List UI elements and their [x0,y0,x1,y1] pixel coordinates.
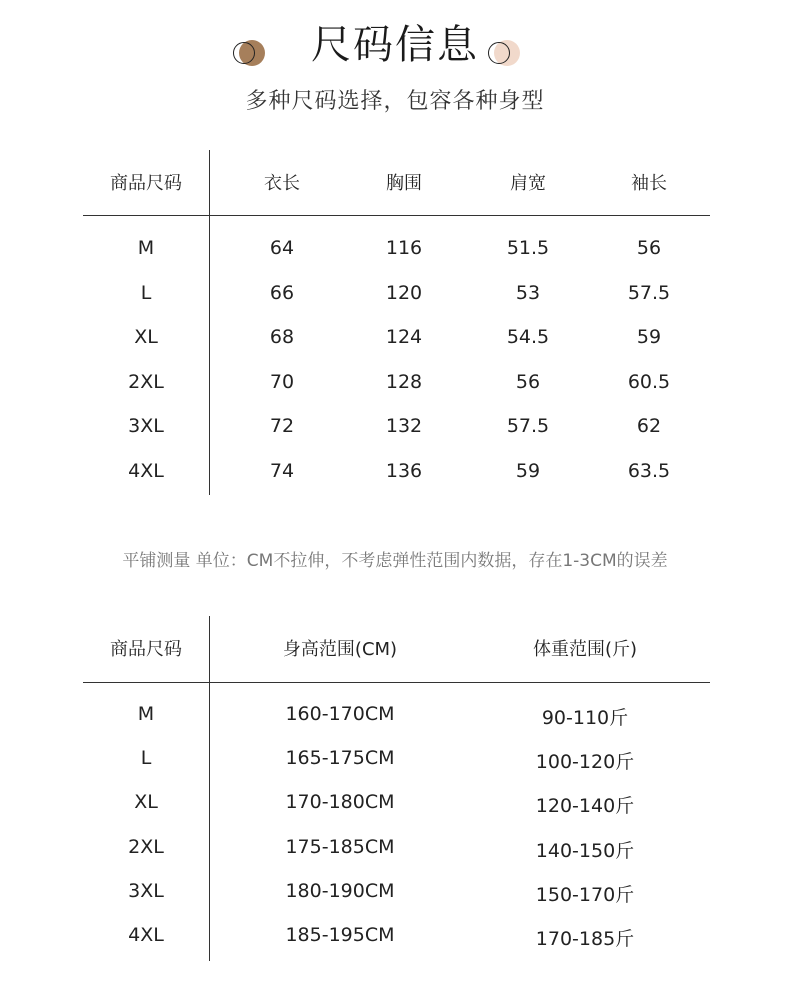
size_table-cell: 59 [636,326,662,349]
fit_table-cell: 150-170斤 [535,883,635,906]
size_table-cell: 57.5 [506,415,550,438]
size_table-cell: 59 [515,460,541,482]
fit_table-cell: 170-180CM [285,791,395,814]
size_table-cell: 51.5 [506,237,550,259]
size_table-cell: 72 [269,415,295,438]
size_table-header-cell: 胸围 [386,173,422,194]
table-divider-vertical [209,616,210,961]
size_table-cell: 68 [269,326,295,349]
fit_table-cell: 3XL [128,879,164,902]
table-divider-horizontal [83,215,710,216]
fit_table-cell: 175-185CM [285,835,395,858]
size_table-cell: 132 [385,415,423,438]
size_table-cell: 70 [269,370,295,393]
size_table-cell: M [137,237,155,259]
fit_table-header-cell: 商品尺码 [110,639,182,660]
fit_table-cell: 165-175CM [285,747,395,770]
fit_table-cell: 185-195CM [285,924,395,946]
size_table-cell: 2XL [128,370,164,393]
measurement-note: 平铺测量 单位：CM不拉伸，不考虑弹性范围内数据，存在1-3CM的误差 [122,551,668,571]
size_table-cell: 56 [636,237,662,259]
fit_table-cell: 100-120斤 [535,751,635,774]
fit_table-header-cell: 身高范围(CM) [282,639,398,660]
size_table-cell: 53 [515,281,541,304]
size_table-cell: XL [134,326,158,349]
fit_table-cell: 2XL [128,835,164,858]
size_table-cell: 116 [385,237,423,259]
page-title: 尺码信息 [311,22,479,68]
size_table-cell: 128 [385,370,423,393]
fit_table-cell: XL [134,791,158,814]
size_table-cell: L [140,281,152,304]
size_table-cell: 64 [269,237,295,259]
size_table-cell: 56 [515,370,541,393]
table-divider-vertical [209,150,210,495]
title-block [0,12,790,78]
fit_table-cell: 160-170CM [285,703,395,725]
fit_table-cell: 170-185斤 [535,928,635,950]
size_table-cell: 124 [385,326,423,349]
size_table-header-cell: 袖长 [631,173,667,194]
size_table-cell: 57.5 [627,281,671,304]
fit_table-cell: M [137,703,155,725]
size_table-cell: 63.5 [627,460,671,482]
fit_table-cell: L [140,747,152,770]
size_table-cell: 136 [385,460,423,482]
size_table-cell: 4XL [128,460,164,482]
fit_table-cell: 180-190CM [285,879,395,902]
size_table-header-cell: 衣长 [264,173,300,194]
fit-table [83,616,710,961]
size_table-cell: 120 [385,281,423,304]
size_table-header-cell: 商品尺码 [110,173,182,194]
fit_table-cell: 140-150斤 [535,839,635,862]
size_table-header-cell: 肩宽 [510,173,546,194]
size_table-cell: 62 [636,415,662,438]
fit_table-cell: 4XL [128,924,164,946]
page-subtitle: 多种尺码选择，包容各种身型 [245,89,545,114]
size_table-cell: 74 [269,460,295,482]
size_table-cell: 3XL [128,415,164,438]
size_table-cell: 60.5 [627,370,671,393]
size_table-cell: 54.5 [506,326,550,349]
fit_table-header-cell: 体重范围(斤) [532,639,638,660]
size-table [83,150,710,495]
fit_table-cell: 120-140斤 [535,795,635,818]
size_table-cell: 66 [269,281,295,304]
decor-circles-right-icon [488,38,518,68]
fit_table-cell: 90-110斤 [541,707,629,729]
table-divider-horizontal [83,682,710,683]
